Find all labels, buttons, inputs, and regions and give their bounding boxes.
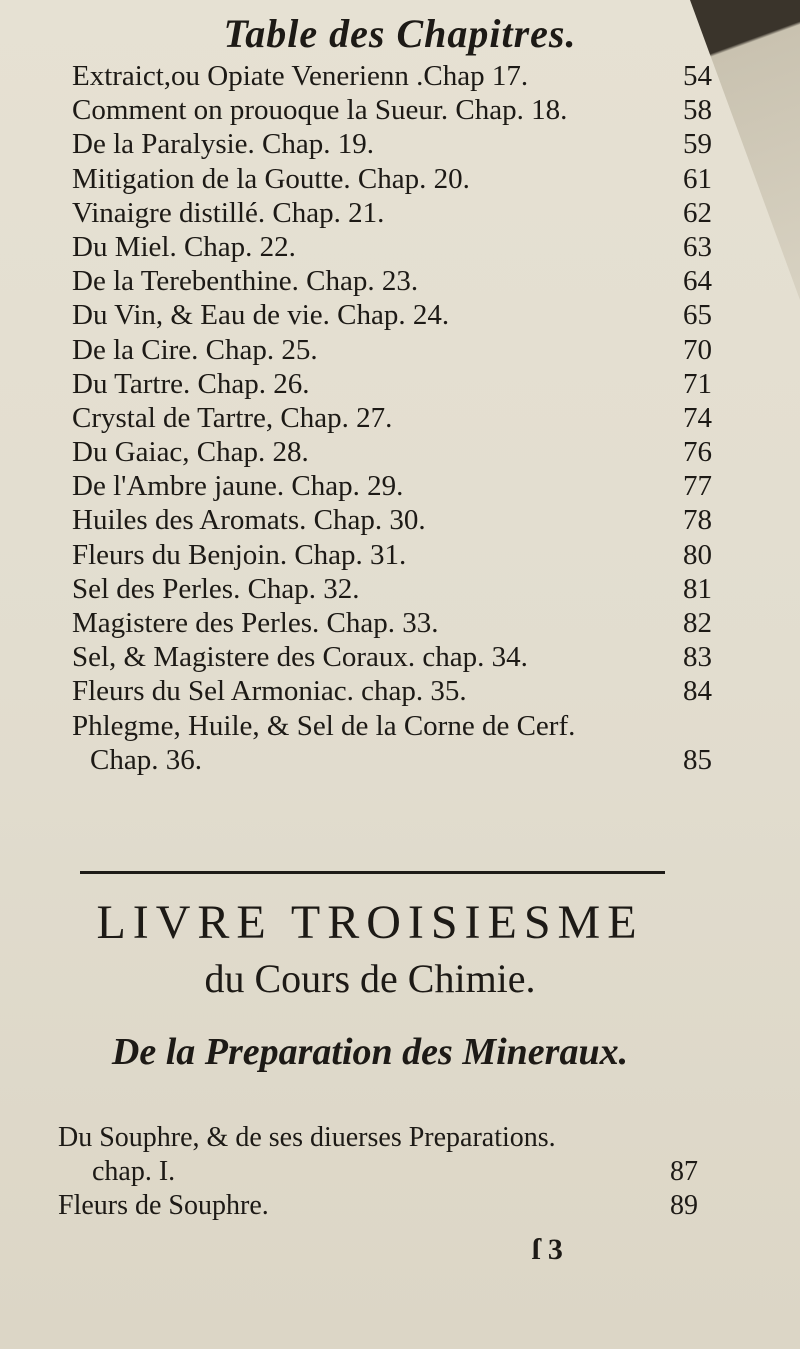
toc-entry-text: Du Gaiac, Chap. 28.	[72, 436, 309, 469]
toc-entry	[58, 1190, 698, 1224]
toc-entry-text: Du Souphre, & de ses diuerses Preparations.	[58, 1122, 556, 1153]
toc-page-number: 82	[683, 607, 712, 639]
toc-entry-text: De la Cire. Chap. 25.	[72, 333, 318, 366]
toc-entry-text: chap. I.	[92, 1156, 176, 1187]
toc-entry	[72, 744, 712, 778]
toc-page-number: 58	[683, 94, 712, 127]
toc-entry	[72, 573, 712, 607]
toc-entry	[72, 368, 712, 402]
toc-entry-text: De la Terebenthine. Chap. 23.	[72, 265, 419, 298]
toc-page-number: 63	[683, 230, 712, 263]
toc-entry-text: Mitigation de la Goutte. Chap. 20.	[72, 162, 470, 195]
divider-rule	[80, 871, 665, 874]
toc-entry	[72, 265, 712, 299]
toc-page-number: 83	[683, 641, 712, 674]
page-title: Table des Chapitres.	[223, 11, 577, 56]
toc-entry	[72, 402, 712, 436]
signature-mark: ſ 3	[532, 1233, 563, 1266]
toc-page-number: 59	[683, 128, 712, 161]
toc-page-number: 89	[670, 1190, 698, 1221]
toc-page-number: 77	[683, 470, 712, 503]
toc-entry	[72, 163, 712, 197]
toc-entry	[72, 334, 712, 368]
table-of-contents-continued	[58, 1122, 698, 1224]
book-subtitle: du Cours de Chimie.	[204, 956, 536, 1001]
toc-entry	[72, 641, 712, 675]
toc-page-number: 84	[683, 675, 712, 708]
toc-page-number: 85	[683, 743, 712, 776]
toc-page-number: 74	[683, 401, 712, 434]
toc-entry	[72, 436, 712, 470]
table-of-contents	[72, 60, 712, 778]
toc-entry-text: Du Vin, & Eau de vie. Chap. 24.	[72, 299, 450, 332]
toc-page-number: 65	[683, 299, 712, 332]
toc-page-number: 87	[670, 1156, 698, 1187]
toc-entry-text: Fleurs du Benjoin. Chap. 31.	[72, 538, 407, 571]
toc-entry-text: Crystal de Tartre, Chap. 27.	[72, 401, 393, 434]
toc-entry-text: Du Tartre. Chap. 26.	[72, 367, 310, 400]
toc-entry-text: Sel, & Magistere des Coraux. chap. 34.	[72, 641, 528, 674]
toc-entry	[58, 1156, 698, 1190]
toc-page-number: 81	[683, 572, 712, 605]
toc-entry	[72, 231, 712, 265]
toc-entry-text: Fleurs du Sel Armoniac. chap. 35.	[72, 675, 467, 708]
book-title: LIVRE TROISIESME	[96, 896, 644, 949]
toc-entry-text: De la Paralysie. Chap. 19.	[72, 128, 375, 161]
section-title: De la Preparation des Mineraux.	[111, 1031, 629, 1073]
toc-entry-text: Du Miel. Chap. 22.	[72, 230, 296, 263]
toc-entry	[72, 607, 712, 641]
toc-page-number: 76	[683, 436, 712, 469]
toc-entry-text: Sel des Perles. Chap. 32.	[72, 572, 360, 605]
toc-page-number: 70	[683, 333, 712, 366]
toc-entry	[72, 539, 712, 573]
toc-entry	[72, 299, 712, 333]
toc-entry	[58, 1122, 698, 1156]
toc-entry-text: Fleurs de Souphre.	[58, 1190, 269, 1221]
toc-page-number: 61	[683, 162, 712, 195]
toc-entry-text: Phlegme, Huile, & Sel de la Corne de Cerf.	[72, 709, 576, 742]
toc-entry	[72, 504, 712, 538]
toc-page-number: 54	[683, 60, 712, 92]
toc-entry-text: Vinaigre distillé. Chap. 21.	[72, 196, 385, 229]
toc-entry-text: Chap. 36.	[90, 743, 202, 776]
toc-entry-text: Magistere des Perles. Chap. 33.	[72, 607, 439, 639]
toc-entry	[72, 197, 712, 231]
toc-entry-text: Extraict,ou Opiate Venerienn .Chap 17.	[72, 60, 529, 92]
toc-page-number: 71	[683, 367, 712, 400]
toc-entry-text: De l'Ambre jaune. Chap. 29.	[72, 470, 404, 503]
toc-entry-text: Huiles des Aromats. Chap. 30.	[72, 504, 426, 537]
toc-page-number: 78	[683, 504, 712, 537]
toc-page-number: 62	[683, 196, 712, 229]
toc-entry	[72, 60, 712, 94]
toc-entry	[72, 470, 712, 504]
toc-entry	[72, 675, 712, 709]
toc-entry	[72, 710, 712, 744]
toc-page-number: 80	[683, 538, 712, 571]
toc-entry-text: Comment on prouoque la Sueur. Chap. 18.	[72, 94, 568, 127]
toc-entry	[72, 94, 712, 128]
toc-entry	[72, 128, 712, 162]
toc-page-number: 64	[683, 265, 712, 298]
